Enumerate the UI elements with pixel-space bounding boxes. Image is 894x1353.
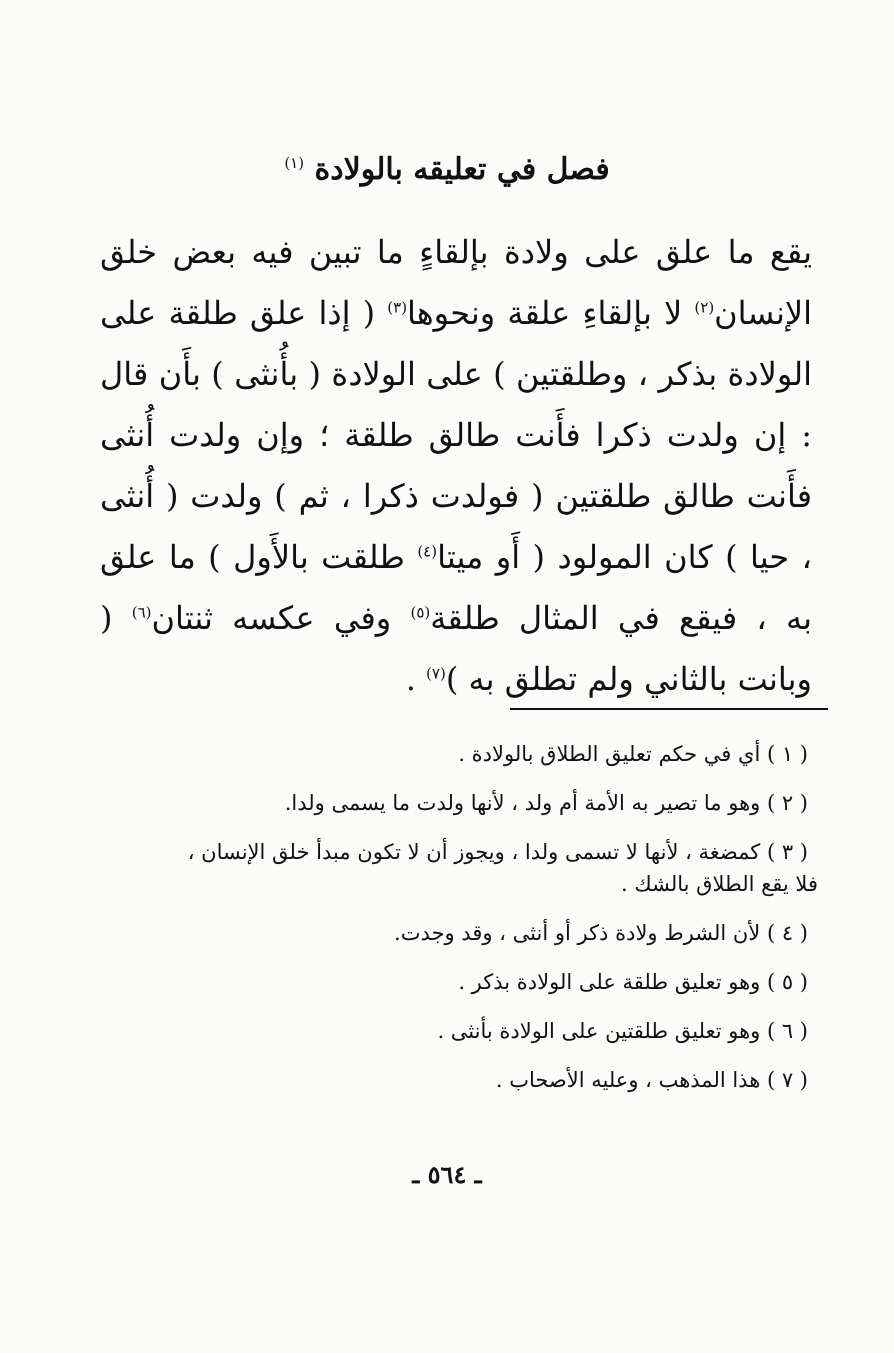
footnote-number: ( ٤ ) xyxy=(766,921,808,945)
footnote-text: أي في حكم تعليق الطلاق بالولادة . xyxy=(458,742,767,766)
footnote-marker: (٥) xyxy=(410,603,431,622)
footnote-continuation: فلا يقع الطلاق بالشك . xyxy=(621,872,818,896)
footnotes xyxy=(96,738,818,1113)
paragraph-text: وفي عكسه ثنتان xyxy=(151,599,411,637)
footnote-6 xyxy=(96,1015,808,1047)
footnote-1 xyxy=(96,738,808,770)
footnote-marker: (٢) xyxy=(694,298,715,317)
footnote-marker: (٤) xyxy=(417,542,438,561)
footnote-marker: (٧) xyxy=(426,664,446,683)
footnote-number: ( ٣ ) xyxy=(766,840,808,864)
paragraph-text: ( إذا علق طلقة على الولادة بذكر ، وطلقتين ) على الولادة ( بأُنثى ) بأَن قال : إن ولدت ذكرا فأَنت طالق طلقة ؛ وإن ولدت أُنثى فأَنت طالق طلقتين ( فولدت ذكرا ، ثم ) ولدت ( أُنثى ، حيا ) كان المولود ( أَو ميتا xyxy=(100,294,813,576)
footnote-divider xyxy=(510,708,828,710)
page-number: ـ ٥٦٤ ـ xyxy=(412,1160,482,1189)
footnote-number: ( ٦ ) xyxy=(766,1019,808,1043)
chapter-title-text: فصل في تعليقه بالولادة xyxy=(314,152,610,187)
footnote-marker: (٣) xyxy=(387,298,408,317)
footnote-number: ( ٢ ) xyxy=(766,791,808,815)
footnote-text: وهو تعليق طلقتين على الولادة بأنثى . xyxy=(437,1019,767,1043)
footnote-7 xyxy=(96,1064,808,1096)
footnote-marker: (٦) xyxy=(131,603,152,622)
paragraph-text: يقع ما علق على ولادة بإلقاءٍ ما تبين فيه بعض خلق الإنسان xyxy=(100,233,813,332)
chapter-title xyxy=(0,152,894,187)
paragraph-text: طلقت بالأَول ) ما علق به ، فيقع في المثال طلقة xyxy=(100,538,813,637)
footnote-4 xyxy=(96,917,808,949)
main-paragraph xyxy=(100,222,812,710)
footnote-number: ( ٧ ) xyxy=(766,1068,808,1092)
footnote-5 xyxy=(96,966,808,998)
footnote-text: كمضغة ، لأنها لا تسمى ولدا ، ويجوز أن لا تكون مبدأ خلق الإنسان ، xyxy=(187,840,767,864)
footnote-text: لأن الشرط ولادة ذكر أو أنثى ، وقد وجدت. xyxy=(394,921,767,945)
paragraph-text: لا بإلقاءِ علقة ونحوها xyxy=(407,294,695,332)
footnote-number: ( ٥ ) xyxy=(766,970,808,994)
footnote-3 xyxy=(96,836,818,900)
footnote-2 xyxy=(96,787,808,819)
paragraph-text: . xyxy=(405,660,427,698)
footnote-text: وهو تعليق طلقة على الولادة بذكر . xyxy=(458,970,767,994)
footnote-number: ( ١ ) xyxy=(766,742,808,766)
footnote-marker: (١) xyxy=(284,154,305,172)
footnote-text: هذا المذهب ، وعليه الأصحاب . xyxy=(495,1068,767,1092)
footnote-text: وهو ما تصير به الأمة أم ولد ، لأنها ولدت ما يسمى ولدا. xyxy=(284,791,767,815)
paragraph-text: ( وبانت بالثاني ولم تطلق به ) xyxy=(100,599,812,698)
